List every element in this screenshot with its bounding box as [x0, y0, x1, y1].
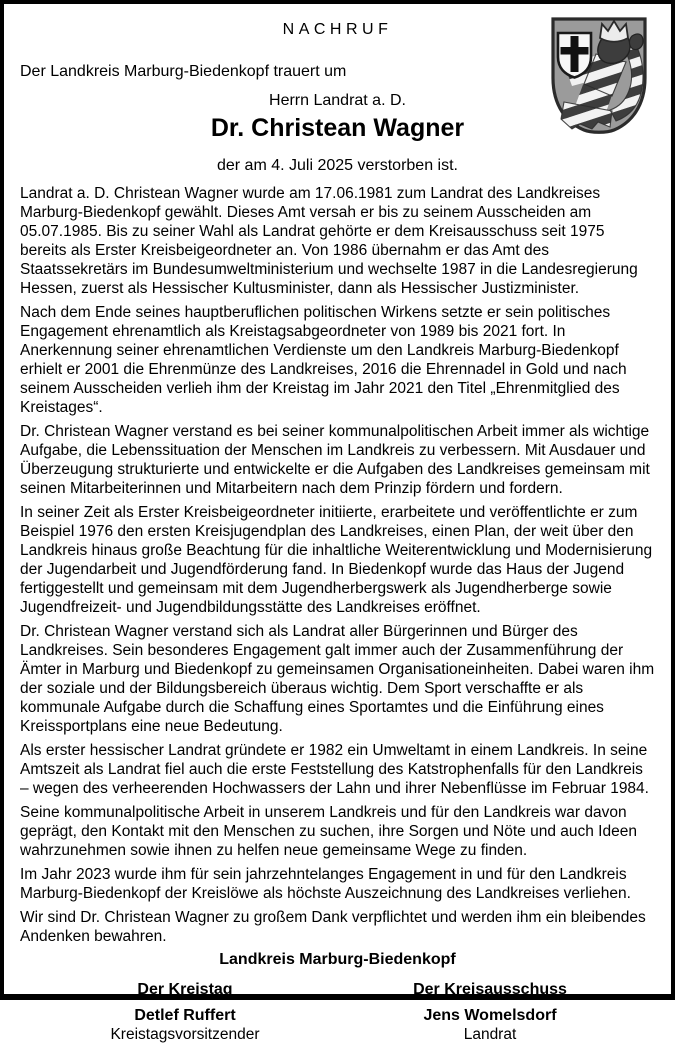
signature-row: [20, 981, 655, 1044]
paragraph: In seiner Zeit als Erster Kreisbeigeordneter initiierte, erarbeitete und veröffentlichte er zum Beispiel 1976 den ersten Kreisjugendplan des Landkreises, einen Plan, der weit über den Landkreis hinaus große Beachtung für die inhaltliche Weiterentwicklung und Modernisierung der Jugendarbeit und Jugendförderung fand. In Biedenkopf wurde das Haus der Jugend fertiggestellt und gemeinsam mit dem Jugendherbergswerk als Jugendherberge sowie Jugendfreizeit- und Jugendbildungsstätte des Landkreises eröffnet.: [20, 504, 653, 616]
paragraph: Als erster hessischer Landrat gründete er 1982 ein Umweltamt in einem Landkreis. In seine Amtszeit als Landrat fiel auch die erste Feststellung des Katstrophenfalls für den Landkreis – wegen des verheerenden Hochwassers der Lahn und ihrer Nebenflüsse im Februar 1984.: [20, 742, 649, 797]
paragraph: Landrat a. D. Christean Wagner wurde am 17.06.1981 zum Landrat des Landkreises Marburg-Biedenkopf gewählt. Dieses Amt versah er bis zu seinem Ausscheiden am 05.07.1985. Bis zu seiner Wahl als Landrat gehörte er dem Kreisausschuss seit 1975 bereits als Erster Kreisbeigeordneter an. Von 1986 übernahm er das Amt des Staatssekretärs im Bundesumweltministerium und wechselte 1987 in die Landesregierung Hessen, zuerst als Hessischer Kultusminister, dann als Hessischer Justizminister.: [20, 185, 638, 297]
signatory-role: Landrat: [463, 1026, 517, 1043]
signatory-name: Jens Womelsdorf: [423, 1007, 557, 1024]
organization-name: Landkreis Marburg-Biedenkopf: [219, 951, 456, 968]
signature-body-label: Der Kreisausschuss: [413, 981, 567, 998]
death-date-line: der am 4. Juli 2025 verstorben ist.: [216, 157, 458, 174]
signature-body-label: Der Kreistag: [137, 981, 233, 998]
paragraph: Dr. Christean Wagner verstand sich als Landrat aller Bürgerinnen und Bürger des Landkreises. Sein besonderes Engagement galt immer auch der Zusammenführung der Ämter in Marburg und Biedenkopf zu gemeinsamen Organisationeinheiten. Dabei waren ihm der soziale und der Bildungsbereich überaus wichtig. Dem Sport verschaffte er als kommunale Aufgabe durch die Schaffung eines Sportamtes und die Einführung eines Kreissportplans eine neue Bedeutung.: [20, 623, 655, 735]
signatory-name: Detlef Ruffert: [134, 1007, 236, 1024]
signature-kreistag: [20, 981, 350, 1044]
paragraph: Wir sind Dr. Christean Wagner zu großem Dank verpflichtet und werden ihm ein bleibendes Andenken bewahren.: [20, 909, 646, 945]
signatory-role: Kreistagsvorsitzender: [110, 1026, 260, 1043]
paragraph: Im Jahr 2023 wurde ihm für sein jahrzehntelanges Engagement in und für den Landkreis Marburg-Biedenkopf der Kreislöwe als höchste Auszeichnung des Landkreises verliehen.: [20, 866, 631, 902]
paragraph: Seine kommunalpolitische Arbeit in unserem Landkreis und für den Landkreis war davon geprägt, den Kontakt mit den Menschen zu suchen, ihre Sorgen und Nöte und auch Ideen wahrzunehmen sowie ihnen zu helfen neue gemeinsame Wege zu finden.: [20, 804, 637, 859]
paragraph: Dr. Christean Wagner verstand es bei seiner kommunalpolitischen Arbeit immer als wichtige Aufgabe, die Lebenssituation der Menschen im Landkreis zu verbessern. Mit Ausdauer und Überzeugung strukturierte und entwickelte er die Aufgaben des Landkreises gemeinsam mit seinen Mitarbeiterinnen und Mitarbeitern nach dem Prinzip fördern und fordern.: [20, 423, 650, 497]
deceased-name: Dr. Christean Wagner: [210, 114, 465, 142]
mourning-intro: Der Landkreis Marburg-Biedenkopf trauert um: [20, 63, 347, 80]
obituary-body: [20, 184, 655, 946]
paragraph: Nach dem Ende seines hauptberuflichen politischen Wirkens setzte er sein politisches Engagement ehrenamtlich als Kreistagsabgeordneter von 1989 bis 2021 fort. In Anerkennung seiner ehrenamtlichen Verdienste um den Landkreis Marburg-Biedenkopf erhielt er 2001 die Ehrenmünze des Landkreises, 2016 die Ehrennadel in Gold und nach seinem Ausscheiden verlieh ihm der Kreistag im Jahr 2021 den Titel „Ehrenmitglied des Kreistages“.: [20, 304, 627, 416]
marburg-biedenkopf-coat-of-arms-icon: [550, 16, 648, 139]
honorific: Herrn Landrat a. D.: [269, 92, 406, 109]
page-title: NACHRUF: [282, 21, 393, 38]
signature-kreisausschuss: [330, 981, 650, 1044]
